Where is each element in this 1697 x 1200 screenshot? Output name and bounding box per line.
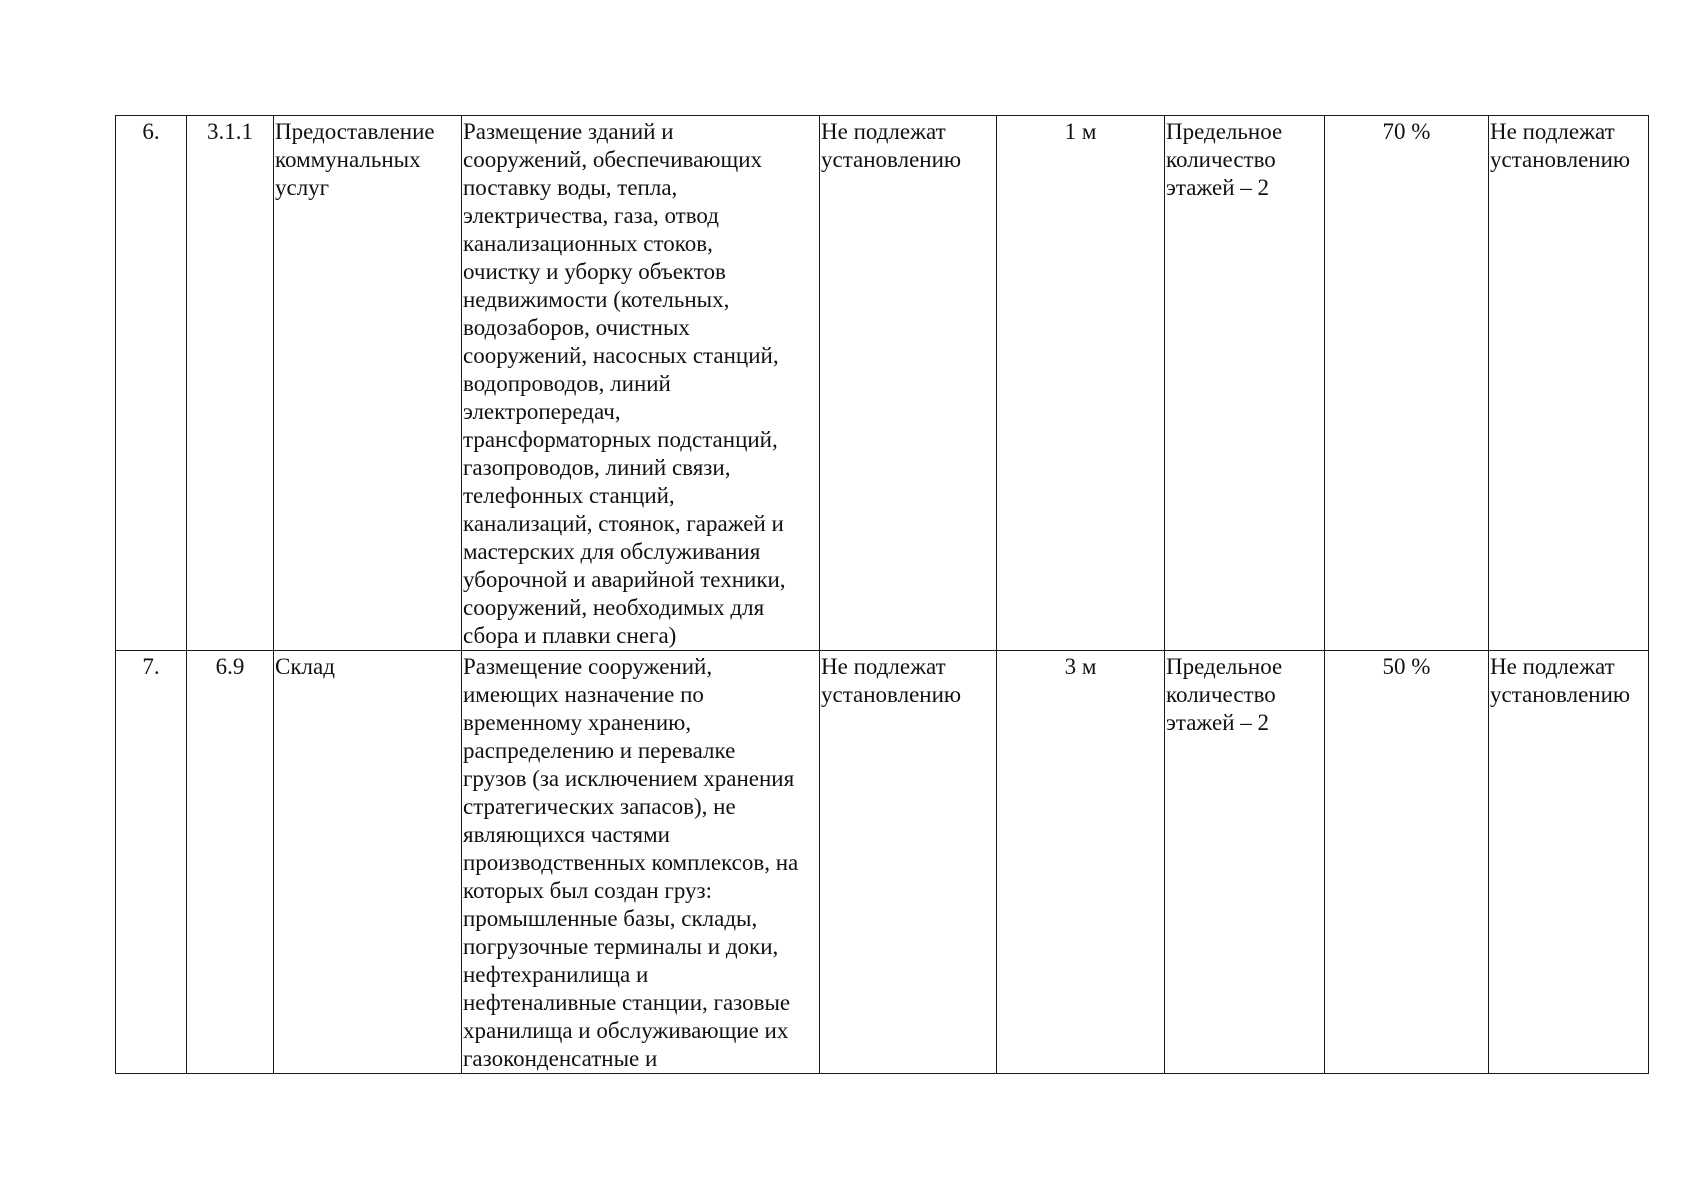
table-row: [116, 116, 1649, 651]
row-number-cell: 6.: [116, 116, 187, 651]
other-params-cell: Не подлежат установлению: [1489, 651, 1649, 1074]
use-name-cell: Склад: [274, 651, 462, 1074]
code-cell: 6.9: [187, 651, 274, 1074]
coverage-cell: 50 %: [1325, 651, 1489, 1074]
plot-size-cell: Не подлежат установлению: [820, 651, 997, 1074]
table-row: [116, 651, 1649, 1074]
setback-cell: 1 м: [997, 116, 1165, 651]
use-name-cell: Предоставление коммунальных услуг: [274, 116, 462, 651]
land-use-table: [115, 115, 1649, 1074]
description-cell: Размещение зданий и сооружений, обеспечивающих поставку воды, тепла, электричества, газа, отвод канализационных стоков, очистку и уборку объектов недвижимости (котельных, водозаборов, очистных сооружений, насосных станций, водопроводов, линий электропередач, трансформаторных подстанций, газопроводов, линий связи, телефонных станций, канализаций, стоянок, гаражей и мастерских для обслуживания уборочной и аварийной техники, сооружений, необходимых для сбора и плавки снега): [462, 116, 820, 651]
description-cell: Размещение сооружений, имеющих назначение по временному хранению, распределению и перевалке грузов (за исключением хранения стратегических запасов), не являющихся частями производственных комплексов, на которых был создан груз: промышленные базы, склады, погрузочные терминалы и доки, нефтехранилища и нефтеналивные станции, газовые хранилища и обслуживающие их газоконденсатные и: [462, 651, 820, 1074]
other-params-cell: Не подлежат установлению: [1489, 116, 1649, 651]
coverage-cell: 70 %: [1325, 116, 1489, 651]
setback-cell: 3 м: [997, 651, 1165, 1074]
floors-cell: Предельное количество этажей – 2: [1165, 651, 1325, 1074]
row-number-cell: 7.: [116, 651, 187, 1074]
plot-size-cell: Не подлежат установлению: [820, 116, 997, 651]
floors-cell: Предельное количество этажей – 2: [1165, 116, 1325, 651]
code-cell: 3.1.1: [187, 116, 274, 651]
